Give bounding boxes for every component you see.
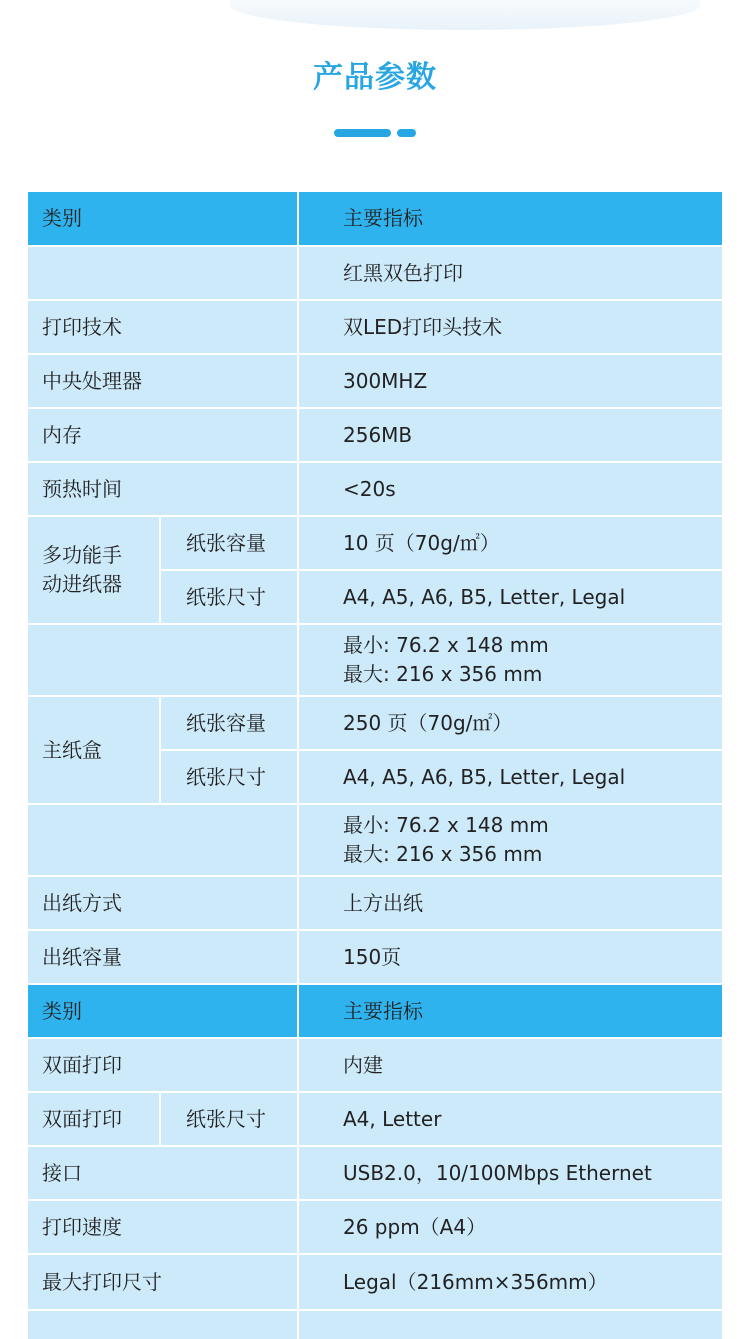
main-tray-label-text: 主纸盒 <box>42 737 102 762</box>
table-subrow <box>159 517 722 569</box>
header-spec: 主要指标 <box>343 998 423 1023</box>
max-print-size-label: 最大打印尺寸 <box>42 1269 162 1294</box>
page-title: 产品参数 <box>313 60 437 95</box>
table-row <box>28 1199 722 1253</box>
table-row <box>28 1253 722 1309</box>
memory-label: 内存 <box>42 422 82 447</box>
manual-feeder-label <box>42 517 152 623</box>
table-row <box>28 1091 722 1145</box>
manual-size-label: 纸张尺寸 <box>186 584 266 609</box>
top-decoration <box>230 0 700 30</box>
table-row <box>28 623 722 695</box>
table-header <box>28 192 722 245</box>
print-speed-label: 打印速度 <box>42 1214 122 1239</box>
table-subrow <box>159 697 722 749</box>
manual-feeder-label-line1: 多功能手 <box>42 543 122 567</box>
table-subrow <box>159 749 722 803</box>
header-category: 类别 <box>42 998 82 1023</box>
spec-table <box>28 192 722 1339</box>
output-method-label: 出纸方式 <box>42 890 122 915</box>
cpu-value: 300MHZ <box>343 368 428 393</box>
manual-capacity-label: 纸张容量 <box>186 530 266 555</box>
table-row <box>28 407 722 461</box>
main-capacity-value: 250 页（70g/㎡） <box>343 710 513 735</box>
table-row <box>28 803 722 875</box>
underline-bar-long <box>334 129 391 137</box>
table-row <box>28 875 722 929</box>
table-row <box>28 929 722 983</box>
manual-capacity-value: 10 页（70g/㎡） <box>343 530 500 555</box>
output-capacity-label: 出纸容量 <box>42 944 122 969</box>
main-size-label: 纸张尺寸 <box>186 764 266 789</box>
main-size-min: 最小: 76.2 x 148 mm <box>343 813 549 837</box>
table-header <box>28 983 722 1037</box>
table-row <box>28 1145 722 1199</box>
manual-size-value: A4, A5, A6, B5, Letter, Legal <box>343 584 626 609</box>
max-print-size-value: Legal（216mm×356mm） <box>343 1269 608 1294</box>
manual-size-max: 最大: 216 x 356 mm <box>343 662 543 686</box>
table-row <box>28 299 722 353</box>
warmup-value: <20s <box>343 476 396 501</box>
duplex-size-label: 双面打印 <box>42 1106 122 1131</box>
header-spec: 主要指标 <box>343 206 423 230</box>
main-capacity-label: 纸张容量 <box>186 710 266 735</box>
underline-bar-short <box>397 129 416 137</box>
header-category: 类别 <box>42 206 82 230</box>
interface-label: 接口 <box>42 1160 82 1185</box>
color-print-value: 红黑双色打印 <box>343 260 463 285</box>
duplex-size-value: A4, Letter <box>343 1106 442 1131</box>
main-size-value: A4, A5, A6, B5, Letter, Legal <box>343 764 626 789</box>
main-tray-label <box>42 697 152 803</box>
table-row <box>28 353 722 407</box>
table-subrow <box>159 569 722 623</box>
manual-feeder-group <box>28 515 722 623</box>
print-tech-label: 打印技术 <box>42 314 122 339</box>
table-row <box>28 1309 722 1339</box>
table-row <box>28 245 722 299</box>
memory-value: 256MB <box>343 422 413 447</box>
manual-size-min: 最小: 76.2 x 148 mm <box>343 633 549 657</box>
output-method-value: 上方出纸 <box>343 890 423 915</box>
interface-value: USB2.0，10/100Mbps Ethernet <box>343 1160 652 1185</box>
main-size-range <box>343 805 549 875</box>
table-row <box>28 461 722 515</box>
duplex-label: 双面打印 <box>42 1052 122 1077</box>
table-row <box>28 1037 722 1091</box>
warmup-label: 预热时间 <box>42 476 122 501</box>
manual-feeder-label-line2: 动进纸器 <box>42 572 122 596</box>
main-size-max: 最大: 216 x 356 mm <box>343 842 543 866</box>
output-capacity-value: 150页 <box>343 944 402 969</box>
cpu-label: 中央处理器 <box>42 368 142 393</box>
duplex-value: 内建 <box>343 1052 383 1077</box>
print-speed-value: 26 ppm（A4） <box>343 1214 487 1239</box>
duplex-size-sublabel: 纸张尺寸 <box>186 1106 266 1131</box>
main-tray-group <box>28 695 722 803</box>
manual-size-range <box>343 625 549 695</box>
print-tech-value: 双LED打印头技术 <box>343 314 503 339</box>
